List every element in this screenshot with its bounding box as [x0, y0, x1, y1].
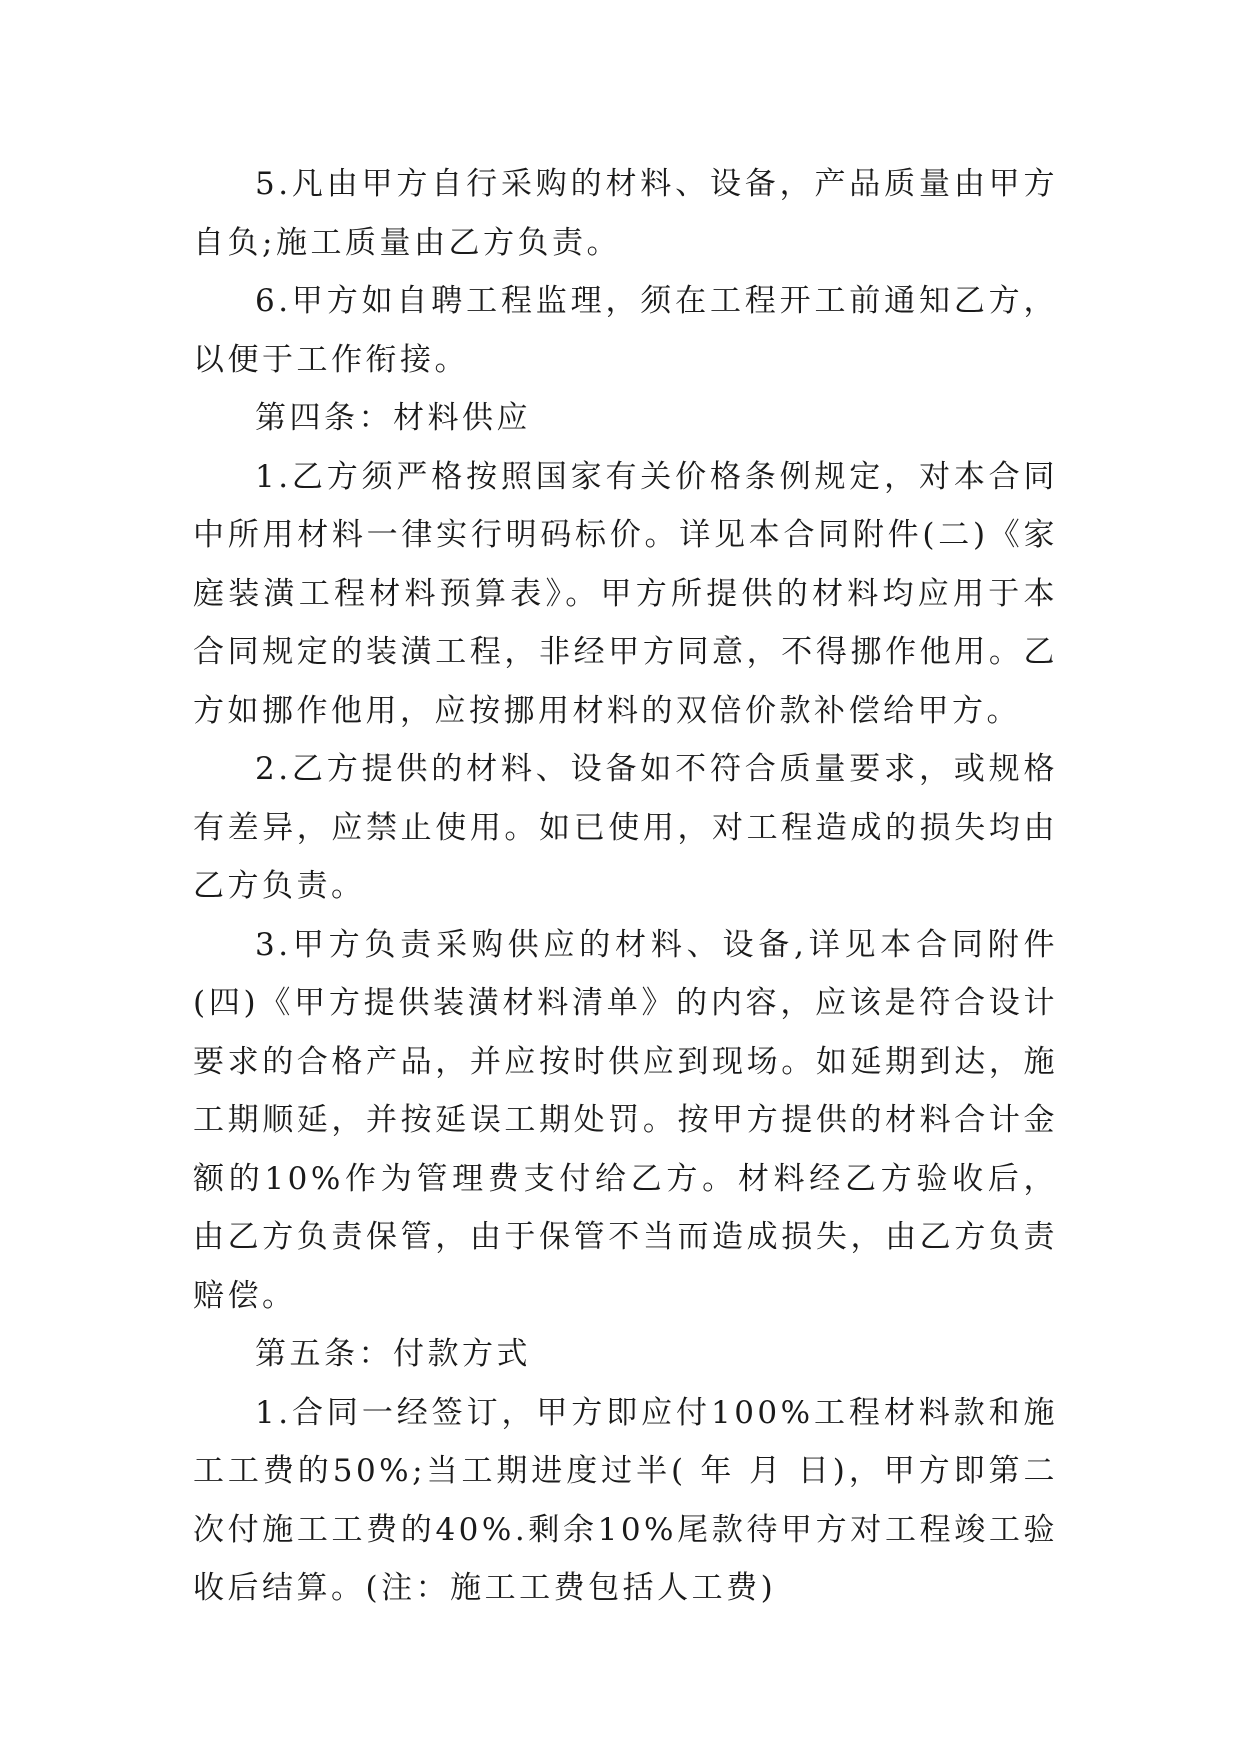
article-5-heading: 第五条：付款方式 — [255, 1336, 531, 1372]
document-body — [193, 155, 1058, 1618]
clause-4-2: 2.乙方提供的材料、设备如不符合质量要求，或规格有差异，应禁止使用。如已使用，对工程造成的损失均由乙方负责。 — [193, 751, 1058, 904]
clause-3-5: 5.凡由甲方自行采购的材料、设备，产品质量由甲方自负;施工质量由乙方负责。 — [193, 166, 1058, 261]
clause-3-6: 6.甲方如自聘工程监理，须在工程开工前通知乙方，以便于工作衔接。 — [193, 283, 1058, 378]
clause-5-1: 1.合同一经签订，甲方即应付100%工程材料款和施工工费的50%;当工期进度过半( 年 月 日)，甲方即第二次付施工工费的40%.剩余10%尾款待甲方对工程竣工验收后结算。(注：施工工费包括人工费) — [193, 1394, 1058, 1606]
article-4-heading: 第四条：材料供应 — [255, 400, 531, 436]
clause-4-3: 3.甲方负责采购供应的材料、设备,详见本合同附件(四)《甲方提供装潢材料清单》的内容，应该是符合设计要求的合格产品，并应按时供应到现场。如延期到达，施工期顺延，并按延误工期处罚。按甲方提供的材料合计金额的10%作为管理费支付给乙方。材料经乙方验收后，由乙方负责保管，由于保管不当而造成损失，由乙方负责赔偿。 — [193, 926, 1058, 1314]
clause-4-1: 1.乙方须严格按照国家有关价格条例规定，对本合同中所用材料一律实行明码标价。详见本合同附件(二)《家庭装潢工程材料预算表》。甲方所提供的材料均应用于本合同规定的装潢工程，非经甲方同意，不得挪作他用。乙方如挪作他用，应按挪用材料的双倍价款补偿给甲方。 — [193, 458, 1058, 729]
